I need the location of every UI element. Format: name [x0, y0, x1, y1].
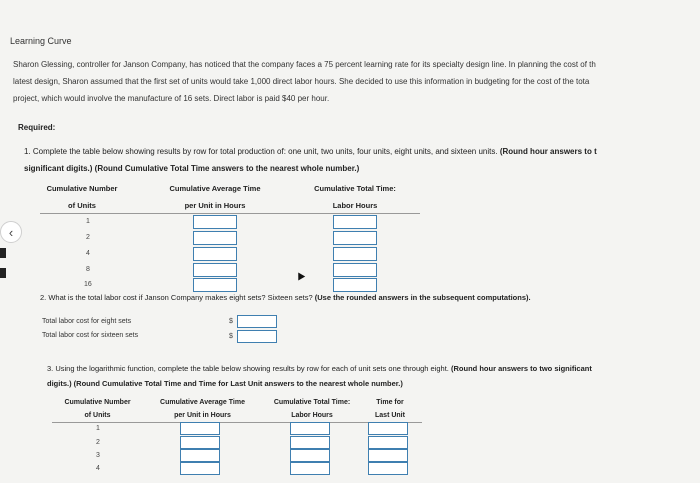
q3-col-units-header: Cumulative Number of Units	[64, 399, 131, 419]
q1-avg-time-input[interactable]	[193, 215, 237, 229]
q2-eight-sets-label: Total labor cost for eight sets	[42, 318, 132, 325]
q1-row-label: 4	[86, 250, 90, 257]
q1-total-time-input[interactable]	[333, 215, 377, 229]
q1-row-label: 8	[86, 266, 90, 273]
currency-symbol: $	[229, 318, 233, 325]
q3-col-avg-header: Cumulative Average Time per Unit in Hours	[160, 399, 245, 419]
q3-text: 3. Using the logarithmic function, complete the table below showing results by row for each of unit sets one through eight.	[47, 364, 449, 373]
question-3	[47, 361, 592, 391]
q3-last-unit-input[interactable]	[368, 436, 408, 449]
q1-row-label: 1	[86, 218, 90, 225]
required-label: Required:	[18, 123, 56, 132]
q3-col-total-header: Cumulative Total Time: Labor Hours	[273, 399, 351, 419]
q3-row-label: 2	[96, 439, 100, 446]
q3-row-label: 3	[96, 452, 100, 459]
q3-col-last-unit-header: Time for Last Unit	[375, 399, 405, 419]
q1-bold: (Round hour answers to t	[499, 147, 597, 156]
q1-header-divider	[40, 213, 420, 214]
question-1	[24, 143, 597, 177]
q2-text: 2. What is the total labor cost if Janson Company makes eight sets? Sixteen sets?	[40, 293, 313, 302]
q2-bold: (Use the rounded answers in the subsequent computations).	[314, 293, 531, 302]
q3-last-unit-input[interactable]	[368, 449, 408, 462]
q1-col-avg-header: Cumulative Average Time per Unit in Hours	[169, 184, 261, 210]
q3-last-unit-input[interactable]	[368, 422, 408, 435]
intro-line: project, which would involve the manufacture of 16 sets. Direct labor is paid $40 per hour.	[13, 94, 330, 103]
q3-total-time-input[interactable]	[290, 449, 330, 462]
mouse-cursor-icon	[295, 270, 305, 280]
q3-last-unit-input[interactable]	[368, 462, 408, 475]
q3-total-time-input[interactable]	[290, 436, 330, 449]
q3-row-label: 4	[96, 465, 100, 472]
q3-avg-time-input[interactable]	[180, 436, 220, 449]
page-title: Learning Curve	[10, 36, 72, 46]
q3-row-label: 1	[96, 425, 100, 432]
question-2	[40, 293, 531, 302]
intro-line: Sharon Glessing, controller for Janson Company, has noticed that the company faces a 75 percent learning rate for its specialty design line. In planning the cost of th	[13, 60, 596, 69]
currency-symbol: $	[229, 333, 233, 340]
q1-avg-time-input[interactable]	[193, 278, 237, 292]
q3-total-time-input[interactable]	[290, 422, 330, 435]
q1-row-label: 2	[86, 234, 90, 241]
q1-total-time-input[interactable]	[333, 247, 377, 261]
q1-text: 1. Complete the table below showing results by row for total production of: one unit, two units, four units, eight units, and sixteen units.	[24, 147, 498, 156]
q3-total-time-input[interactable]	[290, 462, 330, 475]
q1-col-total-header: Cumulative Total Time: Labor Hours	[314, 184, 396, 210]
q1-avg-time-input[interactable]	[193, 231, 237, 245]
q3-bold: (Round hour answers to two significant	[451, 364, 592, 373]
intro-line: latest design, Sharon assumed that the first set of units would take 1,000 direct labor hours. She decided to use this information in budgeting for the cost of the tota	[13, 77, 590, 86]
q1-total-time-input[interactable]	[333, 278, 377, 292]
prev-arrow-button[interactable]	[0, 221, 22, 243]
q3-header-divider	[52, 422, 422, 423]
q3-avg-time-input[interactable]	[180, 422, 220, 435]
q3-line2: digits.) (Round Cumulative Total Time and Time for Last Unit answers to the nearest whole number.)	[47, 379, 403, 388]
problem-intro	[13, 56, 700, 107]
q2-eight-sets-input[interactable]	[237, 315, 277, 328]
nav-strip	[0, 268, 6, 278]
q1-line2: significant digits.) (Round Cumulative Total Time answers to the nearest whole number.)	[24, 164, 360, 173]
q3-avg-time-input[interactable]	[180, 449, 220, 462]
q2-sixteen-sets-label: Total labor cost for sixteen sets	[42, 332, 139, 339]
q1-avg-time-input[interactable]	[193, 263, 237, 277]
q1-total-time-input[interactable]	[333, 263, 377, 277]
q1-row-label: 16	[84, 281, 92, 288]
q1-avg-time-input[interactable]	[193, 247, 237, 261]
nav-strip	[0, 248, 6, 258]
q2-sixteen-sets-input[interactable]	[237, 330, 277, 343]
q1-total-time-input[interactable]	[333, 231, 377, 245]
chevron-left-icon: ‹	[8, 224, 14, 240]
q1-col-units-header: Cumulative Number of Units	[46, 184, 118, 210]
q3-avg-time-input[interactable]	[180, 462, 220, 475]
